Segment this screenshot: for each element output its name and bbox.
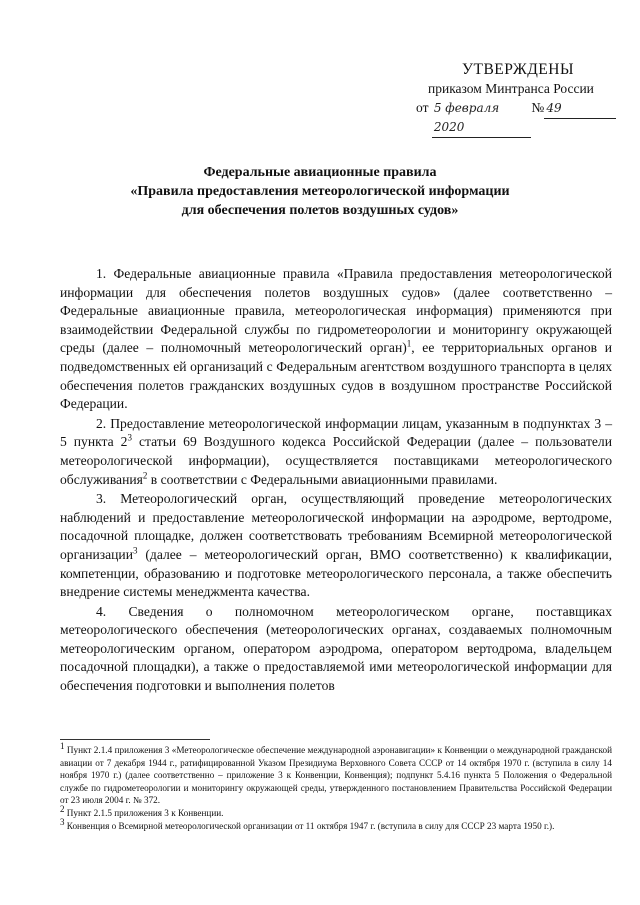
number-sign: № (531, 100, 545, 115)
paragraph-1-text-b: , ее территориальных органов и подведомственных ей организаций с Федеральным агентством воздушного транспорта в целях обеспечения полетов гражданских воздушных судов в воздушном пространстве Российской Федерации. (60, 340, 612, 412)
footnote-1 (60, 740, 612, 807)
footnote-3-mark: 3 (60, 816, 65, 827)
document-heading (60, 163, 580, 220)
footnote-1-mark: 1 (60, 740, 65, 751)
footnote-3 (60, 816, 612, 833)
approval-order: приказом Минтранса России (428, 81, 594, 96)
paragraph-4 (60, 603, 612, 696)
date-prefix: от (416, 100, 429, 115)
handwritten-number: 49 (544, 99, 616, 119)
paragraph-3-text-a: 3. Метеорологический орган, осуществляющий проведение метеорологических наблюдений и предоставление метеорологической информации на аэродроме, вертодроме, посадочной площадке, должен соответствовать требованиям Всемирной метеорологической организации (60, 491, 612, 562)
paragraph-2-text-a: 2. Предоставление метеорологической информации лицам, указанным в подпунктах 3 – 5 пункта 2 (60, 415, 612, 450)
document-body (60, 265, 612, 697)
footnote-ref-2: 2 (142, 470, 148, 480)
paragraph-1 (60, 265, 612, 414)
footnote-divider (60, 739, 210, 740)
footnote-2 (60, 803, 612, 820)
paragraph-3-text-b: (далее – метеорологический орган, ВМО соответственно) к квалификации, компетенции, образованию и подготовке метеорологического персонала, а также обеспечить внедрение системы менеджмента качества. (60, 546, 612, 600)
heading-line-3: для обеспечения полетов воздушных судов» (181, 203, 459, 218)
superscript-3: 3 (127, 432, 132, 443)
paragraph-2 (60, 415, 612, 489)
footnotes (60, 740, 612, 832)
footnote-1-text: Пункт 2.1.4 приложения 3 «Метеорологическое обеспечение международной аэронавигации» к Конвенции о международной гражданской авиации от 7 декабря 1944 г., ратифицированной Указом Президиума Верховного Совета СССР от 14 октября 1970 г. (вступила в силу 14 ноября 1970 г.) (далее соответственно – приложение 3 к Конвенции, Конвенция); подпункт 5.4.16 пункта 5 Положения о Федеральной службе по гидрометеорологии и мониторингу окружающей среды, утвержденного постановлением Правительства Российской Федерации от 23 июля 2004 г. № 372. (60, 745, 612, 806)
footnote-ref-3: 3 (132, 545, 138, 556)
paragraph-1-text-a: 1. Федеральные авиационные правила «Правила предоставления метеорологической информации для обеспечения полетов воздушных судов» (далее соответственно – Федеральные авиационные правила, метеорологическая информация) применяются при взаимодействии Федеральной службы по гидрометеорологии и мониторингу окружающей среды (далее – полномочный метеорологический орган) (60, 266, 612, 356)
footnote-2-text: Пункт 2.1.5 приложения 3 к Конвенции. (64, 807, 224, 818)
paragraph-3 (60, 490, 612, 602)
handwritten-date: 5 февраля 2020 (432, 99, 532, 138)
heading-line-1: Федеральные авиационные правила (203, 165, 437, 180)
heading-line-2: «Правила предоставления метеорологической информации (130, 184, 510, 199)
footnote-2-mark: 2 (60, 803, 65, 814)
approval-block (416, 60, 616, 138)
paragraph-2-text-c: в соответствии с Федеральными авиационными правилами. (147, 471, 498, 487)
paragraph-2-text-b: статьи 69 Воздушного кодекса Российской Федерации (далее – пользователи метеорологической информации), осуществляется поставщиками метеорологического обслуживания (60, 434, 612, 487)
footnote-ref-1: 1 (406, 338, 412, 349)
approval-date-line (416, 98, 616, 138)
footnote-3-text: Конвенция о Всемирной метеорологической организации от 11 октября 1947 г. (вступила в силу для СССР 23 марта 1950 г.). (64, 820, 555, 831)
paragraph-4-text: 4. Сведения о полномочном метеорологическом органе, поставщиках метеорологического обеспечения (метеорологических органах, создаваемых полномочным метеорологическим органом, оператором аэродрома, оператором вертодрома, владельцем посадочной площадки), а также о предоставляемой ими метеорологической информации для обеспечения подготовки и выполнения полетов (60, 603, 612, 694)
approval-title: УТВЕРЖДЕНЫ (462, 61, 574, 78)
